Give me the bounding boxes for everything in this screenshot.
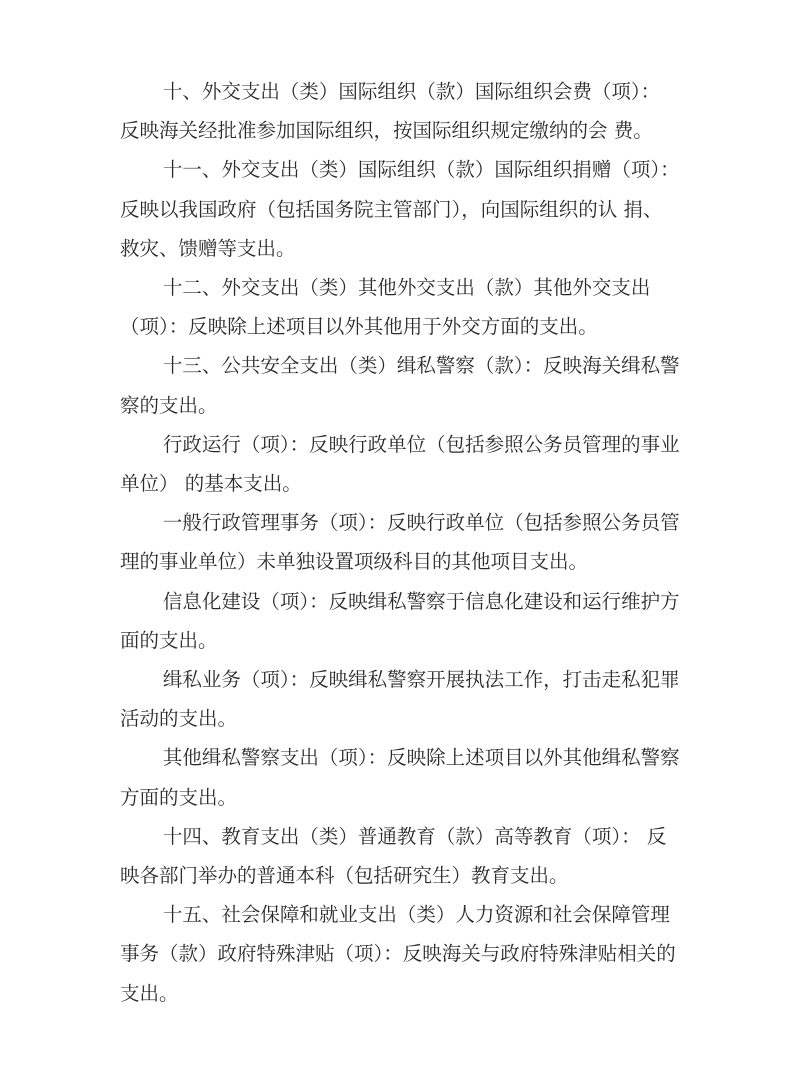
paragraph-other-anti-smuggling: 其他缉私警察支出（项）：反映除上述项目以外其他缉私警察方面的支出。 bbox=[120, 746, 680, 809]
paragraph-higher-education: 十四、教育支出（类）普通教育（款）高等教育（项）： 反映各部门举办的普通本科（包括研究生）教育支出。 bbox=[120, 824, 667, 888]
paragraph-anti-smuggling-police: 十三、公共安全支出（类）缉私警察（款）：反映海关缉私警察的支出。 bbox=[120, 354, 680, 417]
paragraph-foreign-affairs-donations: 十一、外交支出（类）国际组织（款）国际组织捐赠（项）： 反映以我国政府（包括国务院主管部门），向国际组织的认 捐、救灾、馈赠等支出。 bbox=[120, 158, 686, 260]
paragraph-informatization: 信息化建设（项）：反映缉私警察于信息化建设和运行维护方面的支出。 bbox=[120, 589, 680, 652]
paragraph-foreign-affairs-membership-fees: 十、外交支出（类）国际组织（款）国际组织会费（项）： 反映海关经批准参加国际组织，按国际组织规定缴纳的会 费。 bbox=[120, 80, 667, 143]
paragraph-administrative-operation: 行政运行（项）：反映行政单位（包括参照公务员管理的事业单位） 的基本支出。 bbox=[120, 432, 680, 496]
document-body bbox=[120, 72, 686, 1013]
paragraph-special-government-allowance: 十五、社会保障和就业支出（类）人力资源和社会保障管理事务（款）政府特殊津贴（项）：反映海关与政府特殊津贴相关的支出。 bbox=[120, 903, 676, 1005]
paragraph-other-foreign-affairs: 十二、外交支出（类）其他外交支出（款）其他外交支出（项）：反映除上述项目以外其他用于外交方面的支出。 bbox=[120, 276, 651, 339]
paragraph-anti-smuggling-operations: 缉私业务（项）：反映缉私警察开展执法工作，打击走私犯罪活动的支出。 bbox=[120, 668, 680, 731]
paragraph-general-administration: 一般行政管理事务（项）：反映行政单位（包括参照公务员管理的事业单位）未单独设置项级科目的其他项目支出。 bbox=[120, 511, 680, 574]
